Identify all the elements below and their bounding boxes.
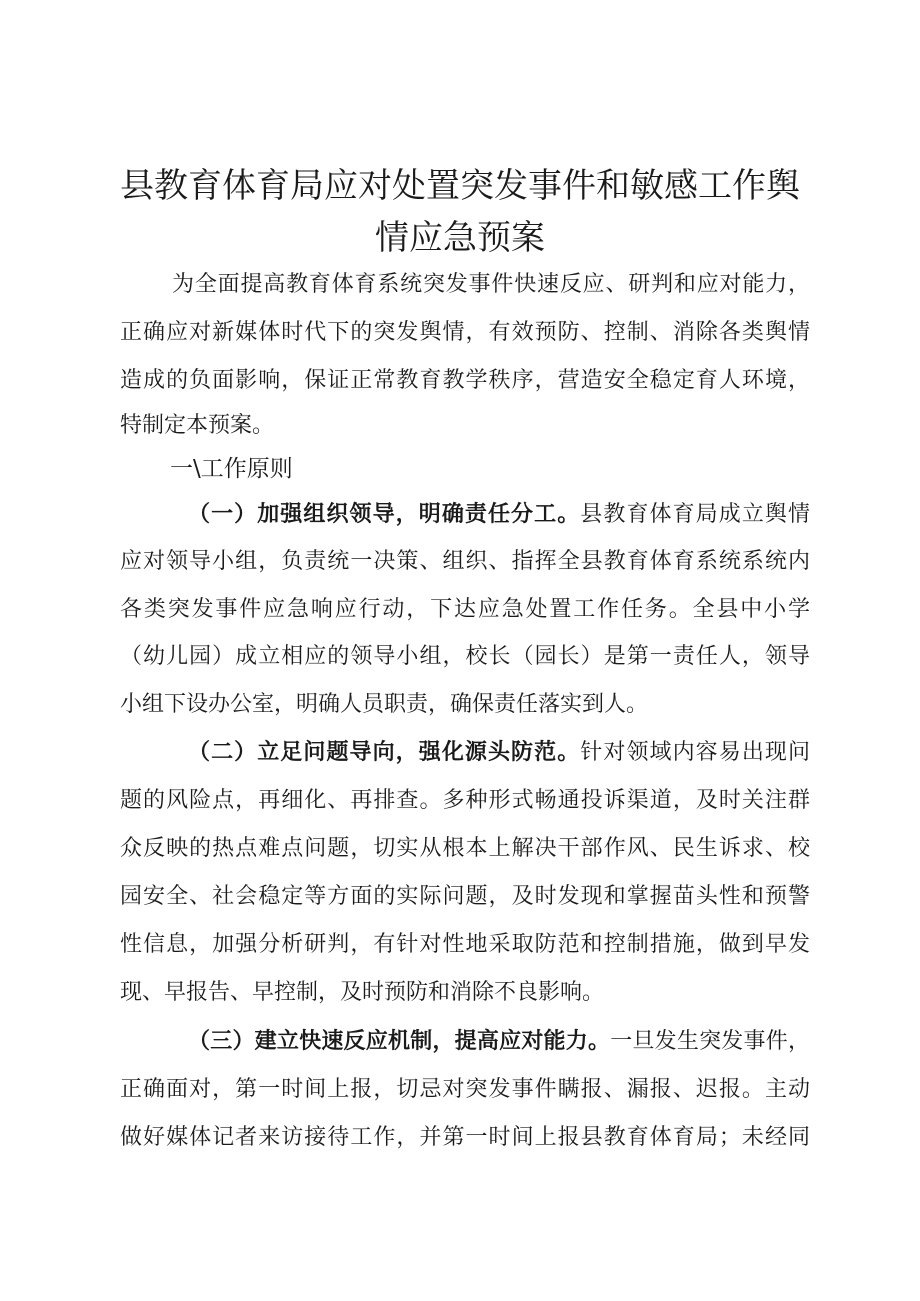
para2-line-2: 题的风险点，再细化、再排查。多种形式畅通投诉渠道，及时关注群 <box>120 788 810 813</box>
para3-line1-rest: 一旦发生突发事件， <box>610 1029 810 1054</box>
para1-line-5: 小组下设办公室，明确人员职责，确保责任落实到人。 <box>120 692 649 717</box>
para1-line-4: （幼儿园）成立相应的领导小组，校长（园长）是第一责任人，领导 <box>120 644 810 669</box>
intro-line-3: 造成的负面影响，保证正常教育教学秩序，营造安全稳定育人环境， <box>120 368 810 393</box>
para2-line-5: 性信息，加强分析研判，有针对性地采取防范和控制措施，做到早发 <box>120 932 810 957</box>
para2-line-1 <box>188 738 810 768</box>
intro-line-1: 为全面提高教育体育系统突发事件快速反应、研判和应对能力， <box>172 272 810 297</box>
para1-line-3: 各类突发事件应急响应行动，下达应急处置工作任务。全县中小学 <box>120 597 810 622</box>
document-title-line-2: 情应急预案 <box>375 218 545 258</box>
para3-lead: （三）建立快速反应机制，提高应对能力。 <box>188 1029 611 1054</box>
para1-line1-rest: 县教育体育局成立舆情 <box>580 502 810 527</box>
para3-line-3: 做好媒体记者来访接待工作，并第一时间上报县教育体育局；未经同 <box>120 1125 810 1150</box>
para2-line-3: 众反映的热点难点问题，切实从根本上解决干部作风、民生诉求、校 <box>120 836 810 861</box>
para3-line-1 <box>188 1027 810 1057</box>
para1-line-1 <box>188 500 810 530</box>
para2-line-4: 园安全、社会稳定等方面的实际问题，及时发现和掌握苗头性和预警 <box>120 884 810 909</box>
para1-line-2: 应对领导小组，负责统一决策、组织、指挥全县教育体育系统系统内 <box>120 549 810 574</box>
para1-lead: （一）加强组织领导，明确责任分工。 <box>188 502 581 527</box>
intro-line-2: 正确应对新媒体时代下的突发舆情，有效预防、控制、消除各类舆情 <box>120 320 810 345</box>
para2-lead: （二）立足问题导向，强化源头防范。 <box>188 740 581 765</box>
para2-line-6: 现、早报告、早控制，及时预防和消除不良影响。 <box>120 980 605 1005</box>
section-heading-work-principles: 一\工作原则 <box>170 456 293 482</box>
intro-line-4: 特制定本预案。 <box>120 413 275 438</box>
document-title-line-1: 县教育体育局应对处置突发事件和敏感工作舆 <box>120 166 800 206</box>
para3-line-2: 正确面对，第一时间上报，切忌对突发事件瞒报、漏报、迟报。主动 <box>120 1077 810 1102</box>
para2-line1-rest: 针对领域内容易出现问 <box>580 740 810 765</box>
